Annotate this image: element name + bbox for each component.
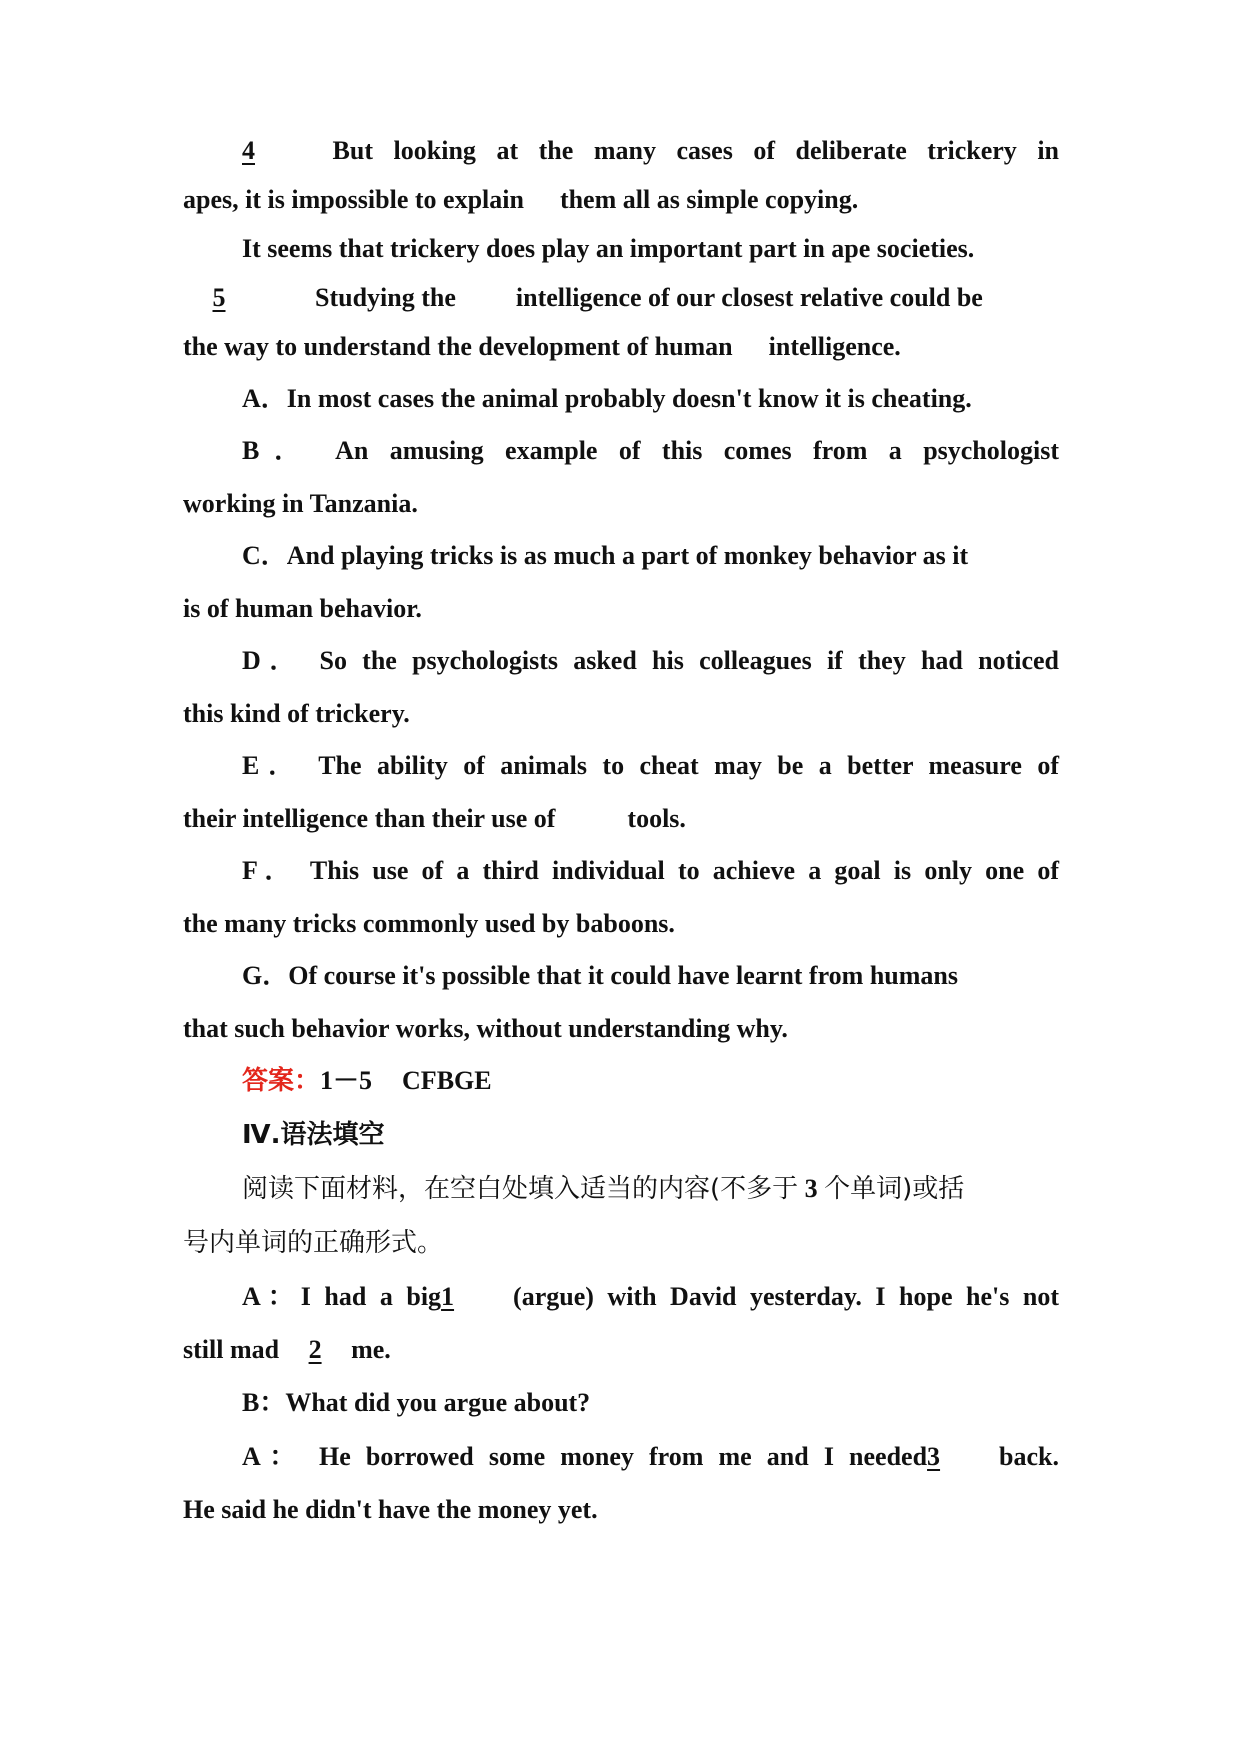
dialogue-b1: B：What did you argue about? (242, 1388, 591, 1417)
option-c-line-2: is of human behavior. (183, 594, 422, 623)
paragraph-5-text: It seems that trickery does play an important part in ape societies. (242, 234, 975, 263)
paragraph-5-text-d: intelligence. (768, 332, 901, 361)
blank-5: 5 (212, 283, 226, 312)
option-d-line-2: this kind of trickery. (183, 699, 410, 728)
section-title: Ⅳ.语法填空 (242, 1120, 385, 1150)
paragraph-4-line-1 (242, 134, 1059, 168)
paragraph-4-text-b: them all as simple copying. (559, 185, 859, 214)
paragraph-5-line-2 (183, 281, 1059, 315)
paragraph-5-text-c: the way to understand the development of human (183, 332, 733, 361)
blank-2: 2 (308, 1335, 322, 1364)
answer-range: 1－5 (320, 1066, 373, 1095)
paragraph-4-line-2 (183, 183, 1059, 217)
dialogue-a2-line-1: A： He borrowed some money from me and I needed3 back. (242, 1440, 1059, 1474)
blank-3: 3 (927, 1442, 941, 1471)
answer-value: CFBGE (402, 1066, 492, 1095)
option-e-line-2: their intelligence than their use of tools. (183, 804, 686, 833)
dialogue-a2-line-2: He said he didn't have the money yet. (183, 1495, 598, 1524)
paragraph-4-text: But looking at the many cases of deliberate trickery in (332, 136, 1060, 165)
option-f-line-1: F． This use of a third individual to achieve a goal is only one of (242, 856, 1059, 885)
paragraph-5-line-1 (242, 232, 1072, 266)
instruction-line-1: 阅读下面材料，在空白处填入适当的内容(不多于 3 个单词)或括 (242, 1174, 965, 1204)
blank-1: 1 (441, 1282, 455, 1311)
option-b-line-1: B． An amusing example of this comes from a psychologist (242, 436, 1059, 465)
option-b-line-2: working in Tanzania. (183, 489, 418, 518)
paragraph-5-line-3 (183, 330, 1059, 364)
option-d-line-1: D． So the psychologists asked his colleagues if they had noticed (242, 646, 1059, 675)
option-g-line-1: G．Of course it's possible that it could have learnt from humans (242, 961, 958, 990)
instruction-line-2: 号内单词的正确形式。 (183, 1228, 444, 1258)
option-f-line-2: the many tricks commonly used by baboons. (183, 909, 675, 938)
paragraph-5-text-b: intelligence of our closest relative could be (515, 283, 983, 312)
paragraph-5-text-a: Studying the (315, 283, 456, 312)
option-e-line-1: E． The ability of animals to cheat may be a better measure of (242, 751, 1059, 780)
dialogue-a1-line-1: A：I had a big1 (argue) with David yesterday. I hope he's not (242, 1280, 1059, 1314)
option-g-line-2: that such behavior works, without understanding why. (183, 1014, 788, 1043)
blank-4: 4 (242, 136, 255, 165)
answer-label: 答案： (242, 1066, 321, 1096)
option-a: A．In most cases the animal probably doesn't know it is cheating. (242, 384, 972, 413)
answer-line (242, 1064, 1059, 1098)
option-c-line-1: C．And playing tricks is as much a part of monkey behavior as it (242, 541, 969, 570)
dialogue-a1-line-2: still mad 2 me. (183, 1333, 1059, 1367)
paragraph-4-text-a: apes, it is impossible to explain (183, 185, 524, 214)
